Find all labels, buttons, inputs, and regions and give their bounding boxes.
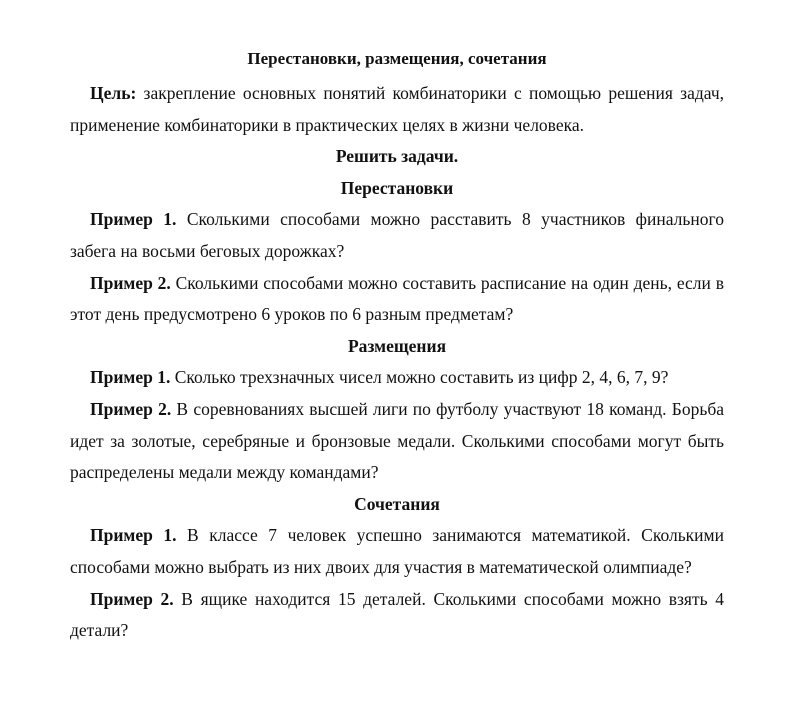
example-label: Пример 2. <box>90 588 174 609</box>
goal-paragraph <box>70 78 724 141</box>
example-text: Сколькими способами можно составить расписание на один день, если в этот день предусмотрено 6 уроков по 6 разным предметам? <box>70 272 724 325</box>
arrangements-example-2 <box>70 394 724 489</box>
document-title: Перестановки, размещения, сочетания <box>247 49 547 68</box>
permutations-example-2 <box>70 268 724 331</box>
combinations-example-1 <box>70 520 724 583</box>
example-label: Пример 1. <box>90 525 177 546</box>
combinations-example-2 <box>70 584 724 647</box>
example-text: В соревнованиях высшей лиги по футболу участвуют 18 команд. Борьба идет за золотые, серебряные и бронзовые медали. Сколькими способами могут быть распределены медали между командами? <box>70 398 724 483</box>
example-text: Сколькими способами можно расставить 8 участников финального забега на восьми беговых дорожках? <box>70 209 724 261</box>
example-label: Пример 1. <box>90 209 177 230</box>
permutations-example-1 <box>70 204 724 267</box>
example-label: Пример 1. <box>90 367 171 388</box>
goal-label: Цель: <box>90 83 137 103</box>
example-text: В ящике находится 15 деталей. Сколькими способами можно взять 4 детали? <box>70 588 724 641</box>
example-label: Пример 2. <box>90 398 172 419</box>
arrangements-example-1 <box>70 362 724 394</box>
section-heading-combinations: Сочетания <box>354 493 440 514</box>
example-label: Пример 2. <box>90 272 171 293</box>
section-heading-arrangements: Размещения <box>347 335 447 356</box>
section-heading-permutations: Перестановки <box>340 177 454 198</box>
example-text: Сколько трехзначных чисел можно составить из цифр 2, 4, 6, 7, 9? <box>170 367 669 388</box>
example-text: В классе 7 человек успешно занимаются математикой. Сколькими способами можно выбрать из них двоих для участия в математической олимпиаде? <box>70 525 724 577</box>
task-heading: Решить задачи. <box>335 146 459 167</box>
goal-text: закрепление основных понятий комбинаторики с помощью решения задач, применение комбинаторики в практических целях в жизни человека. <box>70 83 724 135</box>
